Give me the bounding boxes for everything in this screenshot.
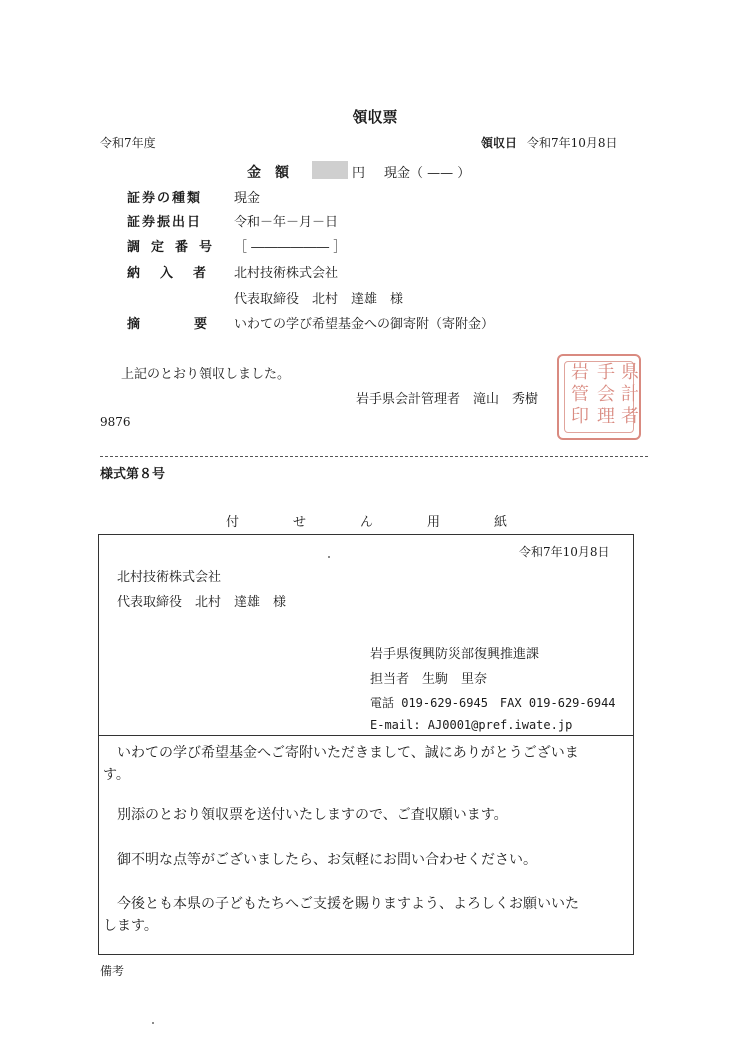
field-value: いわての学び希望基金への御寄附（寄附金） [234,317,495,332]
field-label: 調定番号 [127,240,224,255]
receipt-title: 領収票 [352,108,398,126]
speck [328,556,330,558]
message-line: す。 [103,767,130,783]
message-line: いわての学び希望基金へご寄附いただきまして、誠にありがとうございま [103,745,579,761]
amount-unit: 円 [352,166,366,181]
field-label: 納入者 [127,266,227,281]
recipient-company: 北村技術株式会社 [117,570,222,585]
memo-title-char: 付 [226,515,240,530]
sender-dept: 岩手県復興防災部復興推進課 [370,647,540,662]
field-label: 証券振出日 [127,215,203,230]
field-value: ［ ―――――― ］ [234,240,347,255]
form-number: 様式第８号 [100,467,166,482]
message-line: します。 [103,918,158,934]
memo-title-char: 紙 [494,515,508,530]
memo-title-char: ん [360,515,374,530]
message-line: 別添のとおり領収票を送付いたしますので、ご査収願います。 [103,807,508,823]
signatory: 岩手県会計管理者 滝山 秀樹 [356,392,539,407]
field-value: 代表取締役 北村 達雄 様 [234,292,404,307]
cut-line [100,456,648,457]
speck [152,1022,154,1024]
memo-title-char: せ [293,515,307,530]
acknowledgement: 上記のとおり領収しました。 [121,367,291,382]
sender-phone: 電話 019-629-6945 FAX 019-629-6944 [370,696,616,710]
official-seal: 県 計 者 手 会 理 岩 管 印 [557,354,641,440]
sender-email: E-mail: AJ0001@pref.iwate.jp [370,718,573,732]
memo-divider [98,735,634,736]
field-value: 現金 [234,191,261,206]
memo-title-char: 用 [427,515,441,530]
payment-method: 現金（ —— ） [384,166,471,181]
field-value: 令和－年－月－日 [234,215,339,230]
message-line: 御不明な点等がございましたら、お気軽にお問い合わせください。 [103,852,537,868]
recipient-person: 代表取締役 北村 達雄 様 [117,595,287,610]
message-line: 今後とも本県の子どもたちへご支援を賜りますよう、よろしくお願いいた [103,896,579,912]
serial-number: 9876 [100,415,131,429]
fiscal-year: 令和7年度 [100,136,156,150]
amount-label: 金 額 [247,165,289,181]
field-label: 証券の種類 [127,191,203,206]
field-value: 北村技術株式会社 [234,266,339,281]
redacted-amount [312,161,348,179]
field-label: 摘要 [127,317,262,332]
receipt-date: 令和7年10月8日 [527,136,618,150]
memo-date: 令和7年10月8日 [519,545,610,559]
sender-person: 担当者 生駒 里奈 [370,672,488,687]
receipt-date-label: 領収日 [481,136,518,150]
remarks-label: 備考 [100,964,125,978]
